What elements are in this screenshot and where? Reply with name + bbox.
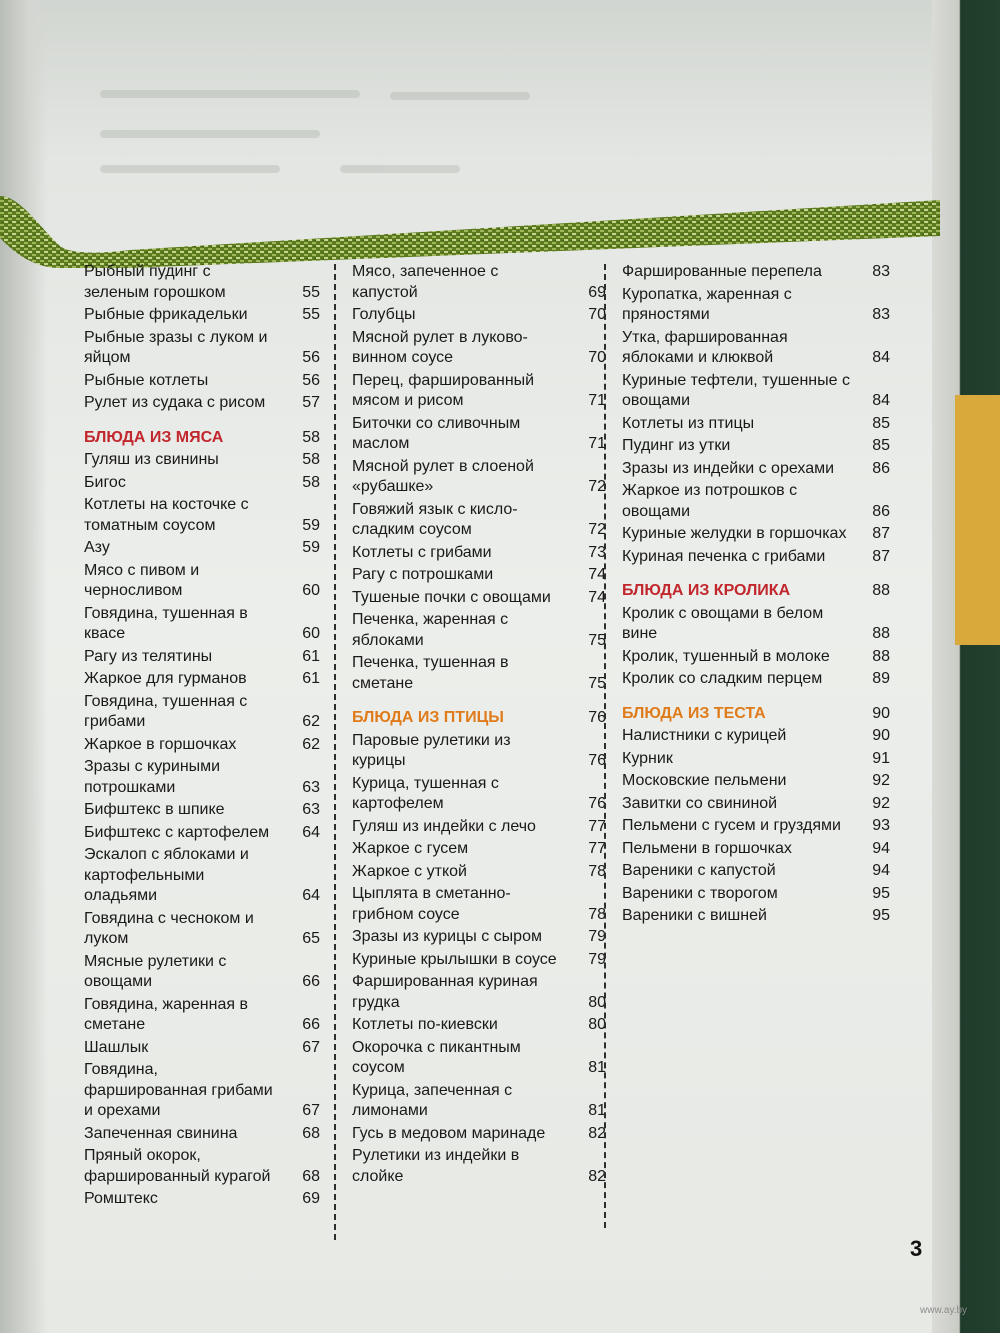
entry-title: Кролик, тушенный в молоке [622, 647, 830, 665]
entry-title: Говяжий язык с кисло-сладким соусом [352, 500, 518, 538]
entry-title: Перец, фаршированный мясом и рисом [352, 371, 535, 409]
entry-title: Мясной рулет в луково-винном соусе [352, 328, 528, 366]
page-ref: 79 [588, 950, 606, 968]
page-ref: 84 [872, 349, 890, 366]
toc-entry [84, 1146, 320, 1187]
entry-title: Гуляш из индейки с лечо [352, 817, 536, 835]
page-ref: 70 [588, 306, 606, 323]
entry-title: Котлеты по-киевски [352, 1016, 498, 1033]
entry-title: Жаркое из потрошков с овощами [622, 482, 798, 520]
page-ref: 57 [302, 394, 320, 411]
entry-title: Бигос [84, 473, 126, 491]
entry-title: Жаркое для гурманов [84, 670, 247, 687]
entry-title: Завитки со свининой [622, 794, 778, 812]
section-heading [622, 581, 890, 602]
page-ref: 78 [588, 905, 606, 923]
page-ref: 68 [302, 1167, 320, 1185]
entry-title: Зразы с куриными потрошками [84, 758, 221, 796]
page-ref: 73 [588, 543, 606, 561]
page-ref: 74 [588, 566, 606, 583]
entry-title: Жаркое в горшочках [84, 735, 237, 753]
entry-title: Бифштекс в шпике [84, 801, 225, 818]
page-ref: 62 [302, 713, 320, 730]
toc-entry [352, 653, 606, 694]
entry-title: Курник [622, 749, 673, 767]
entry-title: Мясо, запеченное с капустой [352, 263, 499, 301]
toc-entry [84, 393, 320, 414]
toc-entry [84, 473, 320, 494]
show-through-text [60, 70, 920, 190]
entry-title: Кролик со сладким перцем [622, 670, 823, 687]
toc-entry [352, 1038, 606, 1079]
section-heading [84, 428, 320, 449]
entry-title: Рулетики из индейки в слойке [352, 1147, 520, 1185]
page-ref: 88 [872, 582, 890, 599]
page-ref: 55 [302, 306, 320, 323]
entry-title: Пряный окорок, фаршированный курагой [84, 1147, 271, 1185]
page-ref: 83 [872, 263, 890, 280]
entry-title: Московские пельмени [622, 772, 787, 789]
toc-entry [352, 817, 606, 838]
toc-entry [622, 669, 890, 690]
toc-entry [352, 1081, 606, 1122]
toc-entry [622, 262, 890, 283]
page-ref: 62 [302, 735, 320, 753]
entry-title: Мясные рулетики с овощами [84, 952, 227, 990]
toc-entry [84, 647, 320, 668]
entry-title: Пельмени в горшочках [622, 839, 792, 857]
toc-entry [622, 771, 890, 792]
entry-title: Печенка, жаренная с яблоками [352, 611, 509, 649]
toc-entry [84, 1038, 320, 1059]
entry-title: Котлеты на косточке с томатным соусом [84, 496, 249, 534]
toc-entry [622, 481, 890, 522]
page-ref: 71 [588, 392, 606, 409]
page-ref: 93 [872, 817, 890, 834]
toc-entry [622, 816, 890, 837]
page-ref: 78 [588, 862, 606, 880]
toc-entry [84, 823, 320, 844]
page-ref: 80 [588, 1016, 606, 1033]
toc-entry [84, 909, 320, 950]
entry-title: Гуляш из свинины [84, 451, 219, 468]
toc-entry [352, 862, 606, 883]
toc-entry [84, 495, 320, 536]
toc-entry [84, 262, 320, 303]
toc-entry [84, 1060, 320, 1122]
decorative-green-band [0, 188, 940, 268]
toc-entry [84, 735, 320, 756]
toc-entry [622, 285, 890, 326]
entry-title: Фаршированная куриная грудка [352, 973, 538, 1011]
page-ref: 59 [302, 516, 320, 534]
entry-title: Тушеные почки с овощами [352, 588, 551, 606]
entry-title: Котлеты с грибами [352, 543, 492, 561]
page-ref: 89 [872, 670, 890, 687]
entry-title: Вареники с капустой [622, 862, 776, 879]
toc-entry [352, 731, 606, 772]
entry-title: Биточки со сливочным маслом [352, 414, 521, 452]
toc-entry [352, 588, 606, 609]
toc-entry [84, 952, 320, 993]
column-divider [334, 264, 336, 1240]
page-ref: 67 [302, 1038, 320, 1056]
entry-title: Шашлык [84, 1038, 149, 1056]
page-ref: 95 [872, 884, 890, 902]
book-cover-edge [932, 0, 1000, 1333]
page-ref: 91 [872, 749, 890, 767]
page-ref: 69 [302, 1190, 320, 1207]
entry-title: Ромштекс [84, 1190, 158, 1207]
toc-entry [352, 262, 606, 303]
page-ref: 90 [872, 704, 890, 722]
page-ref: 82 [588, 1167, 606, 1185]
page-ref: 88 [872, 647, 890, 665]
page-ref: 58 [302, 451, 320, 468]
toc-entry [84, 538, 320, 559]
entry-title: Куриные тефтели, тушенные с овощами [622, 371, 850, 409]
toc-entry [352, 950, 606, 971]
entry-title: Рулет из судака с рисом [84, 394, 266, 411]
entry-title: Пудинг из утки [622, 437, 731, 454]
page-ref: 56 [302, 371, 320, 389]
page-ref: 69 [588, 283, 606, 301]
entry-title: Рагу из телятины [84, 647, 213, 665]
toc-entry [84, 800, 320, 821]
page-ref: 83 [872, 306, 890, 323]
toc-entry [352, 1124, 606, 1145]
toc-entry [84, 845, 320, 907]
page-ref: 79 [588, 928, 606, 945]
toc-entry [352, 305, 606, 326]
toc-entry [622, 547, 890, 568]
toc-entry [352, 457, 606, 498]
entry-title: Запеченная свинина [84, 1124, 238, 1142]
entry-title: Говядина с чесноком и луком [84, 909, 254, 947]
toc-entry [84, 328, 320, 369]
entry-title: Рагу с потрошками [352, 566, 494, 583]
entry-title: Мясо с пивом и черносливом [84, 561, 200, 599]
page-ref: 80 [588, 993, 606, 1011]
toc-entry [352, 414, 606, 455]
page-ref: 77 [588, 840, 606, 857]
page-ref: 72 [588, 478, 606, 495]
entry-title: Печенка, тушенная в сметане [352, 654, 509, 692]
entry-title: Зразы из индейки с орехами [622, 459, 835, 477]
toc-entry [352, 927, 606, 948]
toc-entry [84, 669, 320, 690]
toc-entry [622, 884, 890, 905]
page-ref: 63 [302, 801, 320, 818]
toc-entry [352, 884, 606, 925]
page-ref: 81 [588, 1059, 606, 1076]
page-ref: 72 [588, 521, 606, 538]
entry-title: Рыбные котлеты [84, 371, 209, 389]
toc-entry [622, 647, 890, 668]
page-ref: 84 [872, 392, 890, 409]
page-number: 3 [910, 1236, 923, 1261]
page-ref: 64 [302, 887, 320, 904]
toc-entry [622, 861, 890, 882]
entry-title: Рыбные зразы с луком и яйцом [84, 328, 268, 366]
page-ref: 71 [588, 435, 606, 452]
toc-entry [622, 436, 890, 457]
page-ref: 61 [302, 647, 320, 665]
toc-entry [352, 328, 606, 369]
entry-title: Бифштекс с картофелем [84, 823, 270, 841]
toc-entry [84, 1124, 320, 1145]
toc-entry [84, 305, 320, 326]
entry-title: Окорочка с пикантным соусом [352, 1038, 521, 1076]
toc-entry [352, 972, 606, 1013]
entry-title: Курица, запеченная с лимонами [352, 1081, 513, 1119]
page-ref: 92 [872, 772, 890, 789]
page-ref: 58 [302, 473, 320, 491]
entry-title: Говядина, тушенная с грибами [84, 692, 248, 730]
toc-entry [622, 414, 890, 435]
page-ref: 94 [872, 839, 890, 857]
toc-entry [622, 459, 890, 480]
gold-edge-tab [955, 395, 1000, 645]
entry-title: Кролик с овощами в белом вине [622, 604, 824, 642]
toc-entry [622, 906, 890, 927]
column-divider [604, 264, 606, 1228]
entry-title: Утка, фаршированная яблоками и клюквой [622, 328, 788, 366]
entry-title: Жаркое с уткой [352, 862, 467, 880]
page-ref: 64 [302, 823, 320, 841]
page-ref: 74 [588, 588, 606, 606]
toc-entry [352, 774, 606, 815]
toc-entry [622, 749, 890, 770]
toc-entry [84, 561, 320, 602]
toc-entry [84, 995, 320, 1036]
page-ref: 63 [302, 778, 320, 796]
entry-title: Куриные желудки в горшочках [622, 525, 847, 542]
page-ref: 82 [588, 1124, 606, 1142]
entry-title: Голубцы [352, 306, 416, 323]
toc-entry [84, 371, 320, 392]
section-heading [352, 708, 606, 729]
page-ref: 66 [302, 973, 320, 990]
page-ref: 68 [302, 1124, 320, 1142]
section-title: БЛЮДА ИЗ ТЕСТА [622, 704, 766, 722]
contents-column-1 [84, 262, 320, 1210]
page-ref: 85 [872, 414, 890, 432]
page-ref: 94 [872, 862, 890, 879]
page-ref: 75 [588, 674, 606, 692]
toc-entry [622, 524, 890, 545]
contents-column-2 [352, 262, 606, 1187]
page-ref: 76 [588, 795, 606, 812]
toc-entry [84, 757, 320, 798]
page-ref: 76 [588, 752, 606, 769]
page-ref: 86 [872, 459, 890, 477]
entry-title: Пельмени с гусем и груздями [622, 817, 841, 834]
entry-title: Азу [84, 539, 110, 556]
toc-entry [84, 692, 320, 733]
entry-title: Говядина, жаренная в сметане [84, 995, 248, 1033]
page-ref: 86 [872, 502, 890, 520]
toc-entry [352, 543, 606, 564]
page-ref: 58 [302, 428, 320, 446]
entry-title: Говядина, фаршированная грибами и орехами [84, 1061, 273, 1119]
entry-title: Фаршированные перепела [622, 263, 822, 280]
entry-title: Куриные крылышки в соусе [352, 950, 557, 968]
page-ref: 55 [302, 283, 320, 301]
toc-entry [352, 565, 606, 586]
page-ref: 90 [872, 727, 890, 744]
entry-title: Котлеты из птицы [622, 414, 755, 432]
page-ref: 67 [302, 1102, 320, 1119]
toc-entry [352, 1146, 606, 1187]
entry-title: Жаркое с гусем [352, 840, 469, 857]
toc-entry [622, 328, 890, 369]
page-ref: 85 [872, 437, 890, 454]
page-ref: 87 [872, 547, 890, 565]
toc-entry [622, 839, 890, 860]
toc-entry [622, 371, 890, 412]
toc-entry [84, 1189, 320, 1210]
page-ref: 65 [302, 930, 320, 947]
page-ref: 95 [872, 907, 890, 924]
entry-title: Рыбные фрикадельки [84, 306, 248, 323]
toc-entry [622, 604, 890, 645]
entry-title: Эскалоп с яблоками и картофельными оладьями [84, 846, 249, 904]
page-ref: 87 [872, 525, 890, 542]
toc-entry [352, 371, 606, 412]
page-ref: 60 [302, 582, 320, 599]
page-ref: 70 [588, 349, 606, 366]
entry-title: Вареники с творогом [622, 884, 778, 902]
section-title: БЛЮДА ИЗ КРОЛИКА [622, 582, 791, 599]
toc-entry [352, 500, 606, 541]
watermark: www.ay.by [920, 1305, 968, 1316]
entry-title: Гусь в медовом маринаде [352, 1124, 546, 1142]
page-ref: 59 [302, 539, 320, 556]
section-title: БЛЮДА ИЗ МЯСА [84, 428, 224, 446]
toc-entry [352, 610, 606, 651]
entry-title: Курица, тушенная с картофелем [352, 774, 499, 812]
contents-column-3 [622, 262, 890, 927]
section-heading [622, 704, 890, 725]
entry-title: Вареники с вишней [622, 907, 767, 924]
page-ref: 77 [588, 817, 606, 835]
page-ref: 60 [302, 625, 320, 642]
entry-title: Налистники с курицей [622, 727, 787, 744]
entry-title: Паровые рулетики из курицы [352, 731, 511, 769]
entry-title: Куриная печенка с грибами [622, 547, 826, 565]
page-ref: 92 [872, 794, 890, 812]
entry-title: Говядина, тушенная в квасе [84, 604, 248, 642]
page-ref: 61 [302, 670, 320, 687]
entry-title: Куропатка, жаренная с пряностями [622, 285, 792, 323]
toc-entry [84, 450, 320, 471]
entry-title: Мясной рулет в слоеной «рубашке» [352, 457, 534, 495]
entry-title: Цыплята в сметанно-грибном соусе [352, 885, 511, 923]
toc-entry [352, 839, 606, 860]
entry-title: Зразы из курицы с сыром [352, 928, 542, 945]
page-ref: 76 [588, 709, 606, 726]
toc-entry [352, 1015, 606, 1036]
toc-entry [622, 726, 890, 747]
page-ref: 75 [588, 631, 606, 649]
page-ref: 88 [872, 625, 890, 642]
page-ref: 56 [302, 349, 320, 366]
entry-title: Рыбный пудинг с зеленым горошком [84, 263, 226, 301]
section-title: БЛЮДА ИЗ ПТИЦЫ [352, 709, 504, 726]
page-ref: 81 [588, 1102, 606, 1119]
page-ref: 66 [302, 1016, 320, 1033]
toc-entry [84, 604, 320, 645]
toc-entry [622, 794, 890, 815]
